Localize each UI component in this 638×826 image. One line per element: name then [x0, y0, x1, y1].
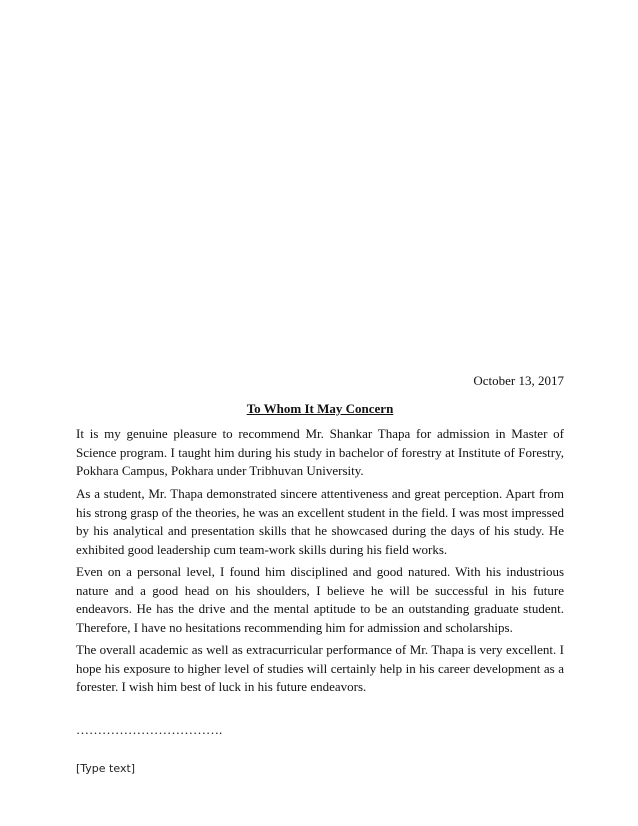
paragraph-closing: The overall academic as well as extracurricular performance of Mr. Thapa is very excellent. I hope his exposure to higher level of studies will certainly help in his career development as a forester. I wish him best of luck in his future endeavors.: [76, 642, 564, 695]
footer-placeholder: [Type text]: [76, 762, 136, 775]
paragraph-introduction: It is my genuine pleasure to recommend Mr. Shankar Thapa for admission in Master of Science program. I taught him during his study in bachelor of forestry at Institute of Forestry, Pokhara Campus, Pokhara under Tribhuvan University.: [76, 426, 564, 479]
signature-line: …………………………….: [76, 722, 223, 737]
letter-date: October 13, 2017: [473, 373, 564, 388]
paragraph-personal: Even on a personal level, I found him disciplined and good natured. With his industrious nature and a good head on his shoulders, I believe he will be successful in his future endeavors. He has the drive and the mental aptitude to be an outstanding graduate student. Therefore, I have no hesitations recommending him for admission and scholarships.: [76, 564, 564, 636]
letter-heading: To Whom It May Concern: [246, 401, 394, 416]
paragraph-academic: As a student, Mr. Thapa demonstrated sincere attentiveness and great perception. Apart from his strong grasp of the theories, he was an excellent student in the field. I was most impressed by his analytical and presentation skills that he showcased during the days of his study. He exhibited good leadership cum team-work skills during his field works.: [76, 486, 564, 558]
